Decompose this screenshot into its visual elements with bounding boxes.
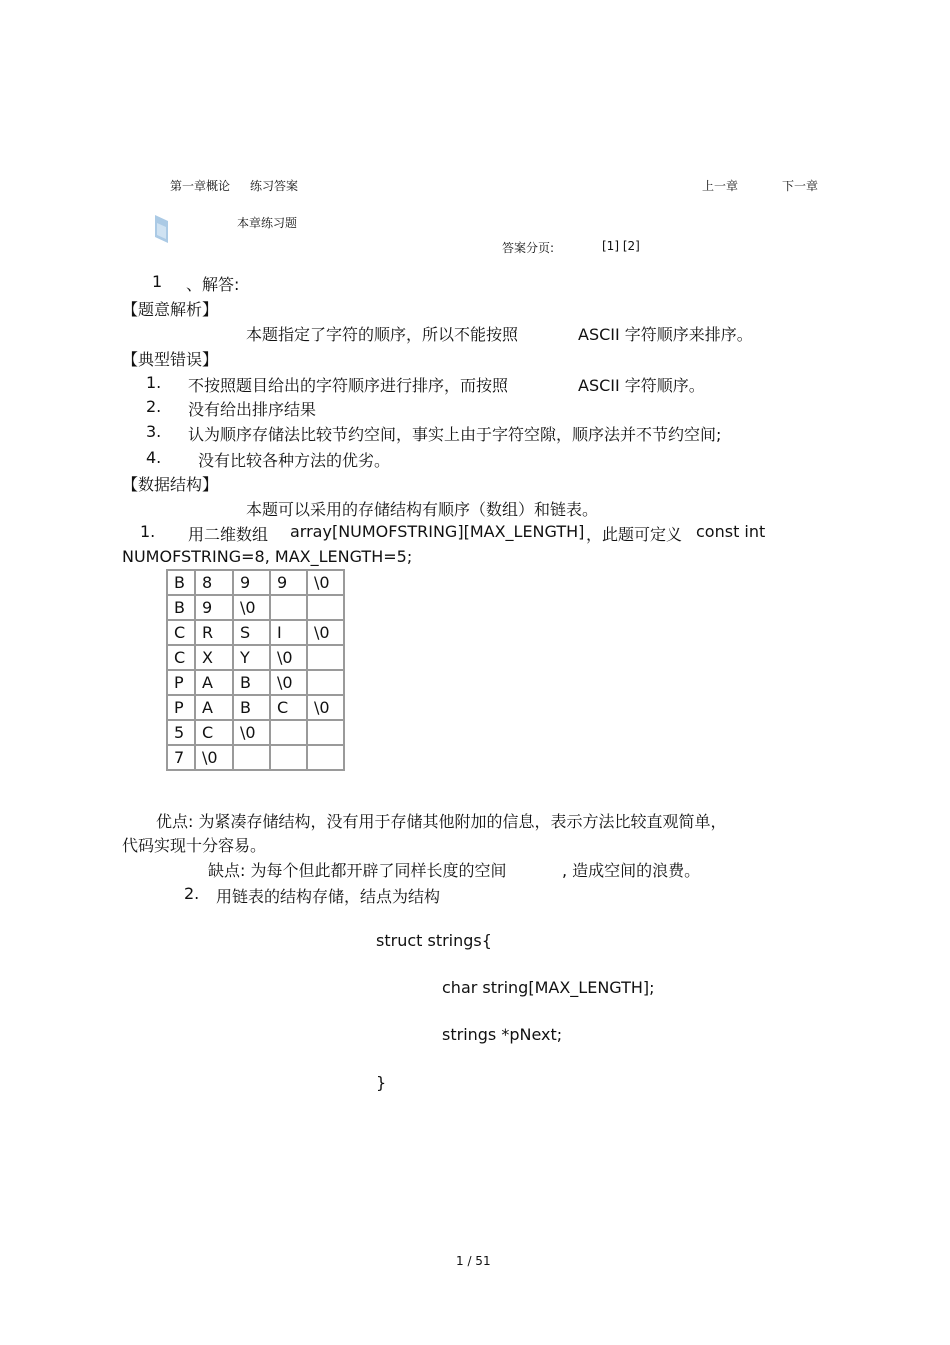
item-label: 、解答: [186,275,240,294]
table-cell [270,745,307,770]
error-text: 不按照题目给出的字符顺序进行排序，而按照 [188,376,509,395]
table-cell: 9 [195,595,233,620]
ds-heading: 【数据结构】 [122,475,219,494]
table-cell: B [167,595,195,620]
analysis-text-a: 本题指定了字符的顺序，所以不能按照 [246,325,519,344]
table-cell: 5 [167,720,195,745]
code-line: char string[MAX_LENGTH]; [442,978,655,997]
storage-table [166,569,345,771]
table-row [167,720,344,745]
table-cell: R [195,620,233,645]
table-cell: P [167,670,195,695]
table-cell: S [233,620,270,645]
error-num: 4. [146,448,162,467]
table-cell: C [167,645,195,670]
table-row [167,745,344,770]
table-cell: \0 [270,645,307,670]
table-cell [307,645,344,670]
table-cell: 7 [167,745,195,770]
table-row [167,620,344,645]
method2-num: 2. [184,884,200,903]
method1-array: array[NUMOFSTRING][MAX_LENGTH] [290,522,585,541]
method1-line2: NUMOFSTRING=8, MAX_LENGTH=5; [122,547,413,566]
table-cell: \0 [307,570,344,595]
error-text: 认为顺序存储法比较节约空间，事实上由于字符空隙，顺序法并不节约空间; [188,425,722,444]
method2-text: 用链表的结构存储，结点为结构 [216,887,441,906]
table-cell: Y [233,645,270,670]
table-cell: 8 [195,570,233,595]
table-cell: B [167,570,195,595]
exercise-label: 本章练习题 [237,216,298,230]
error-num: 1. [146,373,162,392]
chapter-subtitle: 练习答案 [250,179,299,193]
table-cell: P [167,695,195,720]
table-cell [270,720,307,745]
table-cell [307,720,344,745]
ds-intro: 本题可以采用的存储结构有顺序（数组）和链表。 [246,500,599,519]
next-chapter-link[interactable]: 下一章 [782,179,819,193]
table-cell: 9 [270,570,307,595]
table-cell: \0 [307,620,344,645]
table-cell [233,745,270,770]
table-row [167,570,344,595]
cons-text-b: , 造成空间的浪费。 [562,861,701,880]
pages-label: 答案分页: [502,241,555,255]
table-cell: A [195,670,233,695]
code-line: struct strings{ [376,931,492,950]
table-cell: C [270,695,307,720]
table-cell: \0 [307,695,344,720]
code-line: strings *pNext; [442,1025,563,1044]
method1-num: 1. [140,522,156,541]
table-cell [307,745,344,770]
table-cell: \0 [195,745,233,770]
table-cell [307,595,344,620]
table-cell [270,595,307,620]
error-num: 3. [146,422,162,441]
pages-links[interactable]: [1] [2] [602,239,640,253]
code-line: } [376,1073,387,1092]
error-text: 没有给出排序结果 [188,400,317,419]
item-number: 1 [152,272,163,291]
table-cell: \0 [233,595,270,620]
pros-line2: 代码实现十分容易。 [122,836,267,855]
errors-heading: 【典型错误】 [122,350,219,369]
method1-const: const int [696,522,766,541]
table-cell [307,670,344,695]
table-row [167,695,344,720]
method1-text: 用二维数组 [188,525,269,544]
analysis-text-b: ASCII 字符顺序来排序。 [578,325,753,344]
analysis-heading: 【题意解析】 [122,300,219,319]
page-number: 1 / 51 [456,1254,491,1268]
table-cell: 9 [233,570,270,595]
method1-text: ，此题可定义 [586,525,683,544]
table-row [167,595,344,620]
table-cell: X [195,645,233,670]
exercise-icon [152,213,170,247]
table-row [167,670,344,695]
table-cell: C [195,720,233,745]
prev-chapter-link[interactable]: 上一章 [702,179,739,193]
table-cell: A [195,695,233,720]
pros-line1: 优点: 为紧凑存储结构，没有用于存储其他附加的信息，表示方法比较直观简单， [156,812,727,831]
table-cell: C [167,620,195,645]
table-cell: B [233,695,270,720]
table-cell: \0 [233,720,270,745]
table-cell: I [270,620,307,645]
table-row [167,645,344,670]
error-text: 没有比较各种方法的优劣。 [198,451,391,470]
chapter-title: 第一章概论 [170,179,231,193]
cons-text-a: 缺点: 为每个但此都开辟了同样长度的空间 [208,861,507,880]
table-cell: \0 [270,670,307,695]
error-num: 2. [146,397,162,416]
table-cell: B [233,670,270,695]
error-text: ASCII 字符顺序。 [578,376,705,395]
